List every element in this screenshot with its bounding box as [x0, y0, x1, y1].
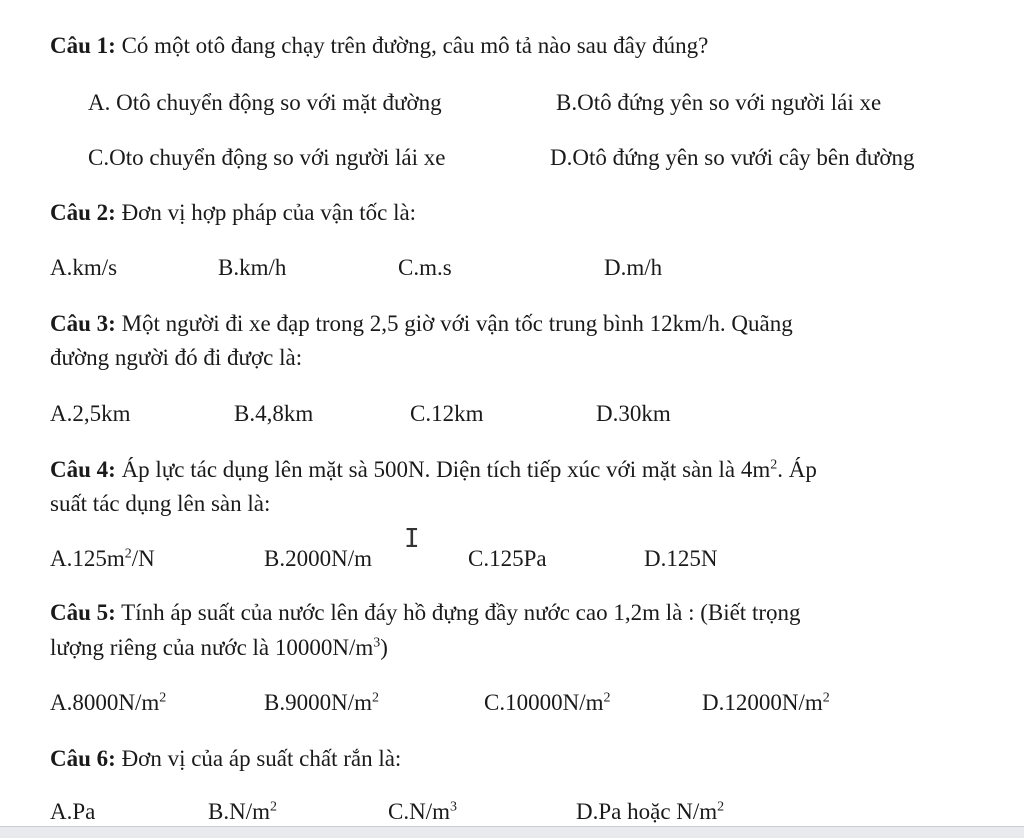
option-text: A.8000N/m	[50, 690, 160, 715]
option-text: C.10000N/m	[484, 690, 604, 715]
question-text-continued	[50, 636, 388, 659]
question-5	[50, 601, 801, 624]
answer-option	[50, 800, 95, 823]
text-cursor-icon: I	[404, 524, 420, 554]
answer-option	[208, 800, 277, 823]
answer-option: A.km/s	[50, 255, 118, 280]
question-text: lượng riêng của nước là 10000N/m	[50, 635, 374, 660]
answer-option: C.Oto chuyển động so với người lái xe	[88, 145, 446, 170]
superscript: 2	[770, 457, 778, 473]
question-2	[50, 201, 416, 224]
superscript: 2	[159, 690, 167, 706]
answer-option: B.Otô đứng yên so với người lái xe	[556, 90, 882, 115]
answer-option: A. Otô chuyển động so với mặt đường	[88, 90, 442, 115]
question-label: Câu 5:	[50, 600, 116, 625]
answer-option: D.m/h	[604, 255, 663, 280]
answer-option	[576, 800, 724, 823]
question-text-continued: suất tác dụng lên sàn là:	[50, 491, 271, 516]
question-6	[50, 747, 401, 770]
answer-option	[50, 547, 155, 570]
question-text: Có một otô đang chạy trên đường, câu mô tả nào sau đây đúng?	[115, 33, 709, 58]
answer-option: A.2,5km	[50, 401, 131, 426]
superscript: 3	[373, 635, 381, 651]
superscript: 3	[449, 799, 457, 815]
window-bottom-edge	[0, 826, 1024, 838]
answer-option: C.12km	[410, 401, 484, 426]
superscript: 2	[371, 690, 379, 706]
option-text: /N	[131, 546, 155, 571]
question-label: Câu 4:	[50, 457, 116, 482]
option-text: D.Pa hoặc N/m	[576, 799, 718, 824]
question-text: Tính áp suất của nước lên đáy hồ đựng đầy nước cao 1,2m là : (Biết trọng	[115, 600, 801, 625]
answer-option: B.4,8km	[234, 401, 314, 426]
answer-option	[264, 691, 379, 714]
answer-option: B.km/h	[218, 255, 287, 280]
option-text: A.Pa	[50, 799, 96, 824]
superscript: 2	[717, 799, 725, 815]
option-text: A.125m	[50, 546, 125, 571]
option-text: B.9000N/m	[264, 690, 372, 715]
answer-option	[702, 691, 830, 714]
answer-option: D.125N	[644, 546, 718, 571]
question-text: )	[380, 635, 388, 660]
answer-option: C.m.s	[398, 255, 452, 280]
question-text: Một người đi xe đạp trong 2,5 giờ với vận tốc trung bình 12km/h. Quãng	[115, 311, 793, 336]
option-text: B.N/m	[208, 799, 270, 824]
question-label: Câu 2:	[50, 200, 116, 225]
answer-option: D.Otô đứng yên so vưới cây bên đường	[550, 145, 915, 170]
answer-option	[388, 800, 457, 823]
answer-option	[50, 691, 166, 714]
superscript: 2	[603, 690, 611, 706]
question-1	[50, 34, 708, 57]
option-text: C.N/m	[388, 799, 450, 824]
question-3	[50, 312, 793, 335]
answer-option: B.2000N/m	[264, 546, 372, 571]
answer-option: D.30km	[596, 401, 671, 426]
superscript: 2	[269, 799, 277, 815]
question-text: Đơn vị của áp suất chất rắn là:	[115, 746, 402, 771]
question-label: Câu 6:	[50, 746, 116, 771]
question-text: . Áp	[777, 457, 817, 482]
answer-option: C.125Pa	[468, 546, 547, 571]
question-text-continued: đường người đó đi được là:	[50, 345, 303, 370]
question-text: Đơn vị hợp pháp của vận tốc là:	[115, 200, 417, 225]
question-text: Áp lực tác dụng lên mặt sà 500N. Diện tích tiếp xúc với mặt sàn là 4m	[115, 457, 771, 482]
option-text: D.12000N/m	[702, 690, 823, 715]
question-4	[50, 458, 817, 481]
question-label: Câu 1:	[50, 33, 116, 58]
superscript: 2	[124, 546, 132, 562]
answer-option	[484, 691, 610, 714]
question-label: Câu 3:	[50, 311, 116, 336]
superscript: 2	[822, 690, 830, 706]
